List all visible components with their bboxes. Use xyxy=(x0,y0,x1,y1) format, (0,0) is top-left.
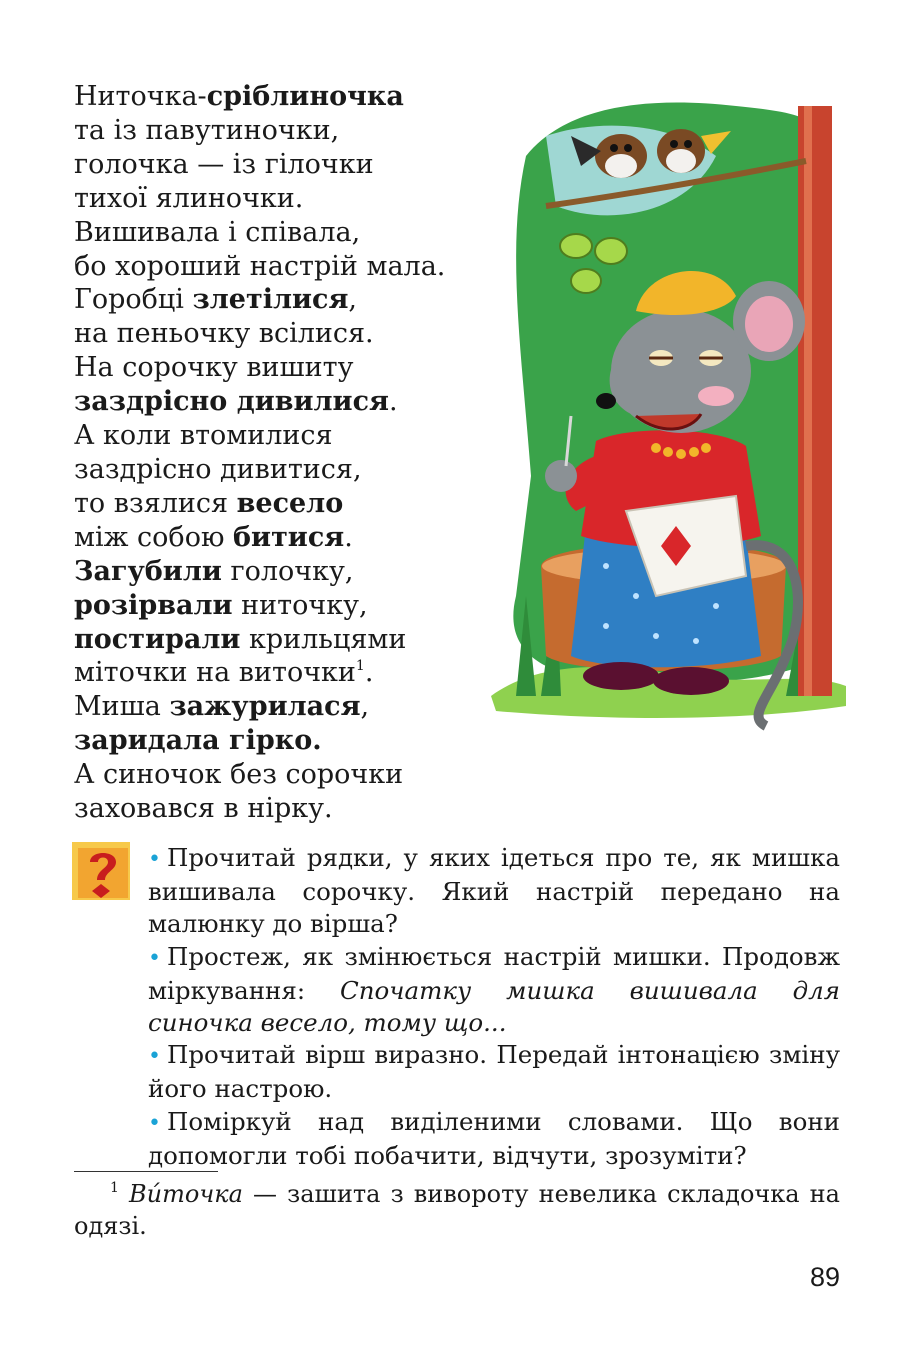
poem xyxy=(74,80,494,826)
poem-line xyxy=(74,656,494,690)
poem-line xyxy=(74,555,494,589)
poem-line xyxy=(74,690,494,724)
text-run: Вишивала і співала, xyxy=(74,216,361,248)
poem-line xyxy=(74,182,494,216)
highlighted-word: злетілися xyxy=(192,284,349,316)
bullet-icon: • xyxy=(148,1110,161,1136)
text-run: , xyxy=(360,691,370,723)
poem-line xyxy=(74,724,494,758)
highlighted-word: заздрісно дивилися xyxy=(74,386,389,418)
poem-line xyxy=(74,216,494,250)
poem-line xyxy=(74,80,494,114)
poem-line xyxy=(74,623,494,657)
text-run: . xyxy=(344,521,353,553)
highlighted-word: битися xyxy=(233,521,345,553)
question-item xyxy=(148,842,840,941)
text-run: Простеж, як змінюється настрій мишки. Продовж міркування: xyxy=(148,941,840,1005)
text-run: ниточку, xyxy=(232,589,368,621)
poem-line xyxy=(74,521,494,555)
poem-line xyxy=(74,419,494,453)
bullet-icon: • xyxy=(148,847,161,872)
text-run: міточки на виточки xyxy=(74,657,356,689)
poem-line xyxy=(74,453,494,487)
questions-list xyxy=(148,842,840,1172)
highlighted-word: зажурилася xyxy=(169,691,361,723)
text-run: та із павутиночки, xyxy=(74,114,340,146)
poem-line xyxy=(74,283,494,317)
text-run: , xyxy=(348,284,357,316)
poem-line xyxy=(74,487,494,521)
text-run: між собою xyxy=(74,521,234,553)
poem-line xyxy=(74,250,494,284)
footnote xyxy=(74,1178,840,1242)
text-run: Ниточка- xyxy=(74,81,207,112)
highlighted-word: заридала гірко. xyxy=(74,725,322,757)
poem-line xyxy=(74,385,494,419)
text-run: бо хороший настрій мала. xyxy=(74,250,446,282)
highlighted-word: Загубили xyxy=(74,555,222,587)
footnote-marker: 1 xyxy=(110,1180,119,1196)
highlighted-word: постирали xyxy=(74,623,241,655)
highlighted-word: сріблиночка xyxy=(206,81,404,112)
highlighted-word: розірвали xyxy=(74,589,233,621)
text-run: . xyxy=(364,657,374,689)
text-run: то взялися xyxy=(74,487,237,519)
text-run: заховався в нірку. xyxy=(74,793,333,825)
poem-line xyxy=(74,792,494,826)
text-run: . xyxy=(388,386,398,418)
text-run: заздрісно дивитися, xyxy=(74,453,362,485)
question-item xyxy=(148,941,840,1040)
poem-line xyxy=(74,114,494,148)
page-number: 89 xyxy=(809,1262,840,1292)
bullet-icon: • xyxy=(148,1044,161,1070)
question-mark-icon xyxy=(72,842,130,900)
text-run: Миша xyxy=(74,691,170,723)
text-run: крильцями xyxy=(240,623,407,655)
question-item xyxy=(148,1106,840,1172)
mouse-embroidering-illustration xyxy=(486,96,856,736)
text-run: А синочок без сорочки xyxy=(74,759,404,791)
text-run: Горобці xyxy=(74,284,193,316)
poem-line xyxy=(74,589,494,623)
poem-line xyxy=(74,317,494,351)
text-run: А коли втомилися xyxy=(74,420,333,452)
bullet-icon: • xyxy=(148,945,161,971)
text-run: На сорочку вишиту xyxy=(74,352,354,384)
footnote-definition: — зашита з вивороту невелика складочка на одязі. xyxy=(74,1180,840,1240)
footnote-divider xyxy=(74,1171,218,1172)
poem-line xyxy=(74,758,494,792)
italic-text: Спочатку мишка вишивала для синочка весело, тому що... xyxy=(148,975,840,1038)
poem-line xyxy=(74,351,494,385)
text-run: тихої ялиночки. xyxy=(74,182,304,214)
text-run: Прочитай рядки, у яких ідеться про те, як мишка вишивала сорочку. Який настрій передано на малюнку до вірша? xyxy=(148,843,840,939)
text-run: голочка — із гілочки xyxy=(74,148,374,180)
tree-trunk xyxy=(798,106,832,696)
highlighted-word: весело xyxy=(236,487,344,519)
mouse-shoe xyxy=(583,662,659,690)
question-item xyxy=(148,1039,840,1105)
footnote-ref: 1 xyxy=(355,658,365,675)
text-run: Поміркуй над виділеними словами. Що вони допомогли тобі побачити, відчути, зрозуміти? xyxy=(148,1106,840,1170)
poem-line xyxy=(74,148,494,182)
text-run: голочку, xyxy=(221,555,354,587)
text-run: Прочитай вірш виразно. Передай інтонацією зміну його настрою. xyxy=(148,1040,840,1104)
text-run: на пеньочку всілися. xyxy=(74,318,374,350)
footnote-term: Ви́точка xyxy=(129,1180,243,1208)
